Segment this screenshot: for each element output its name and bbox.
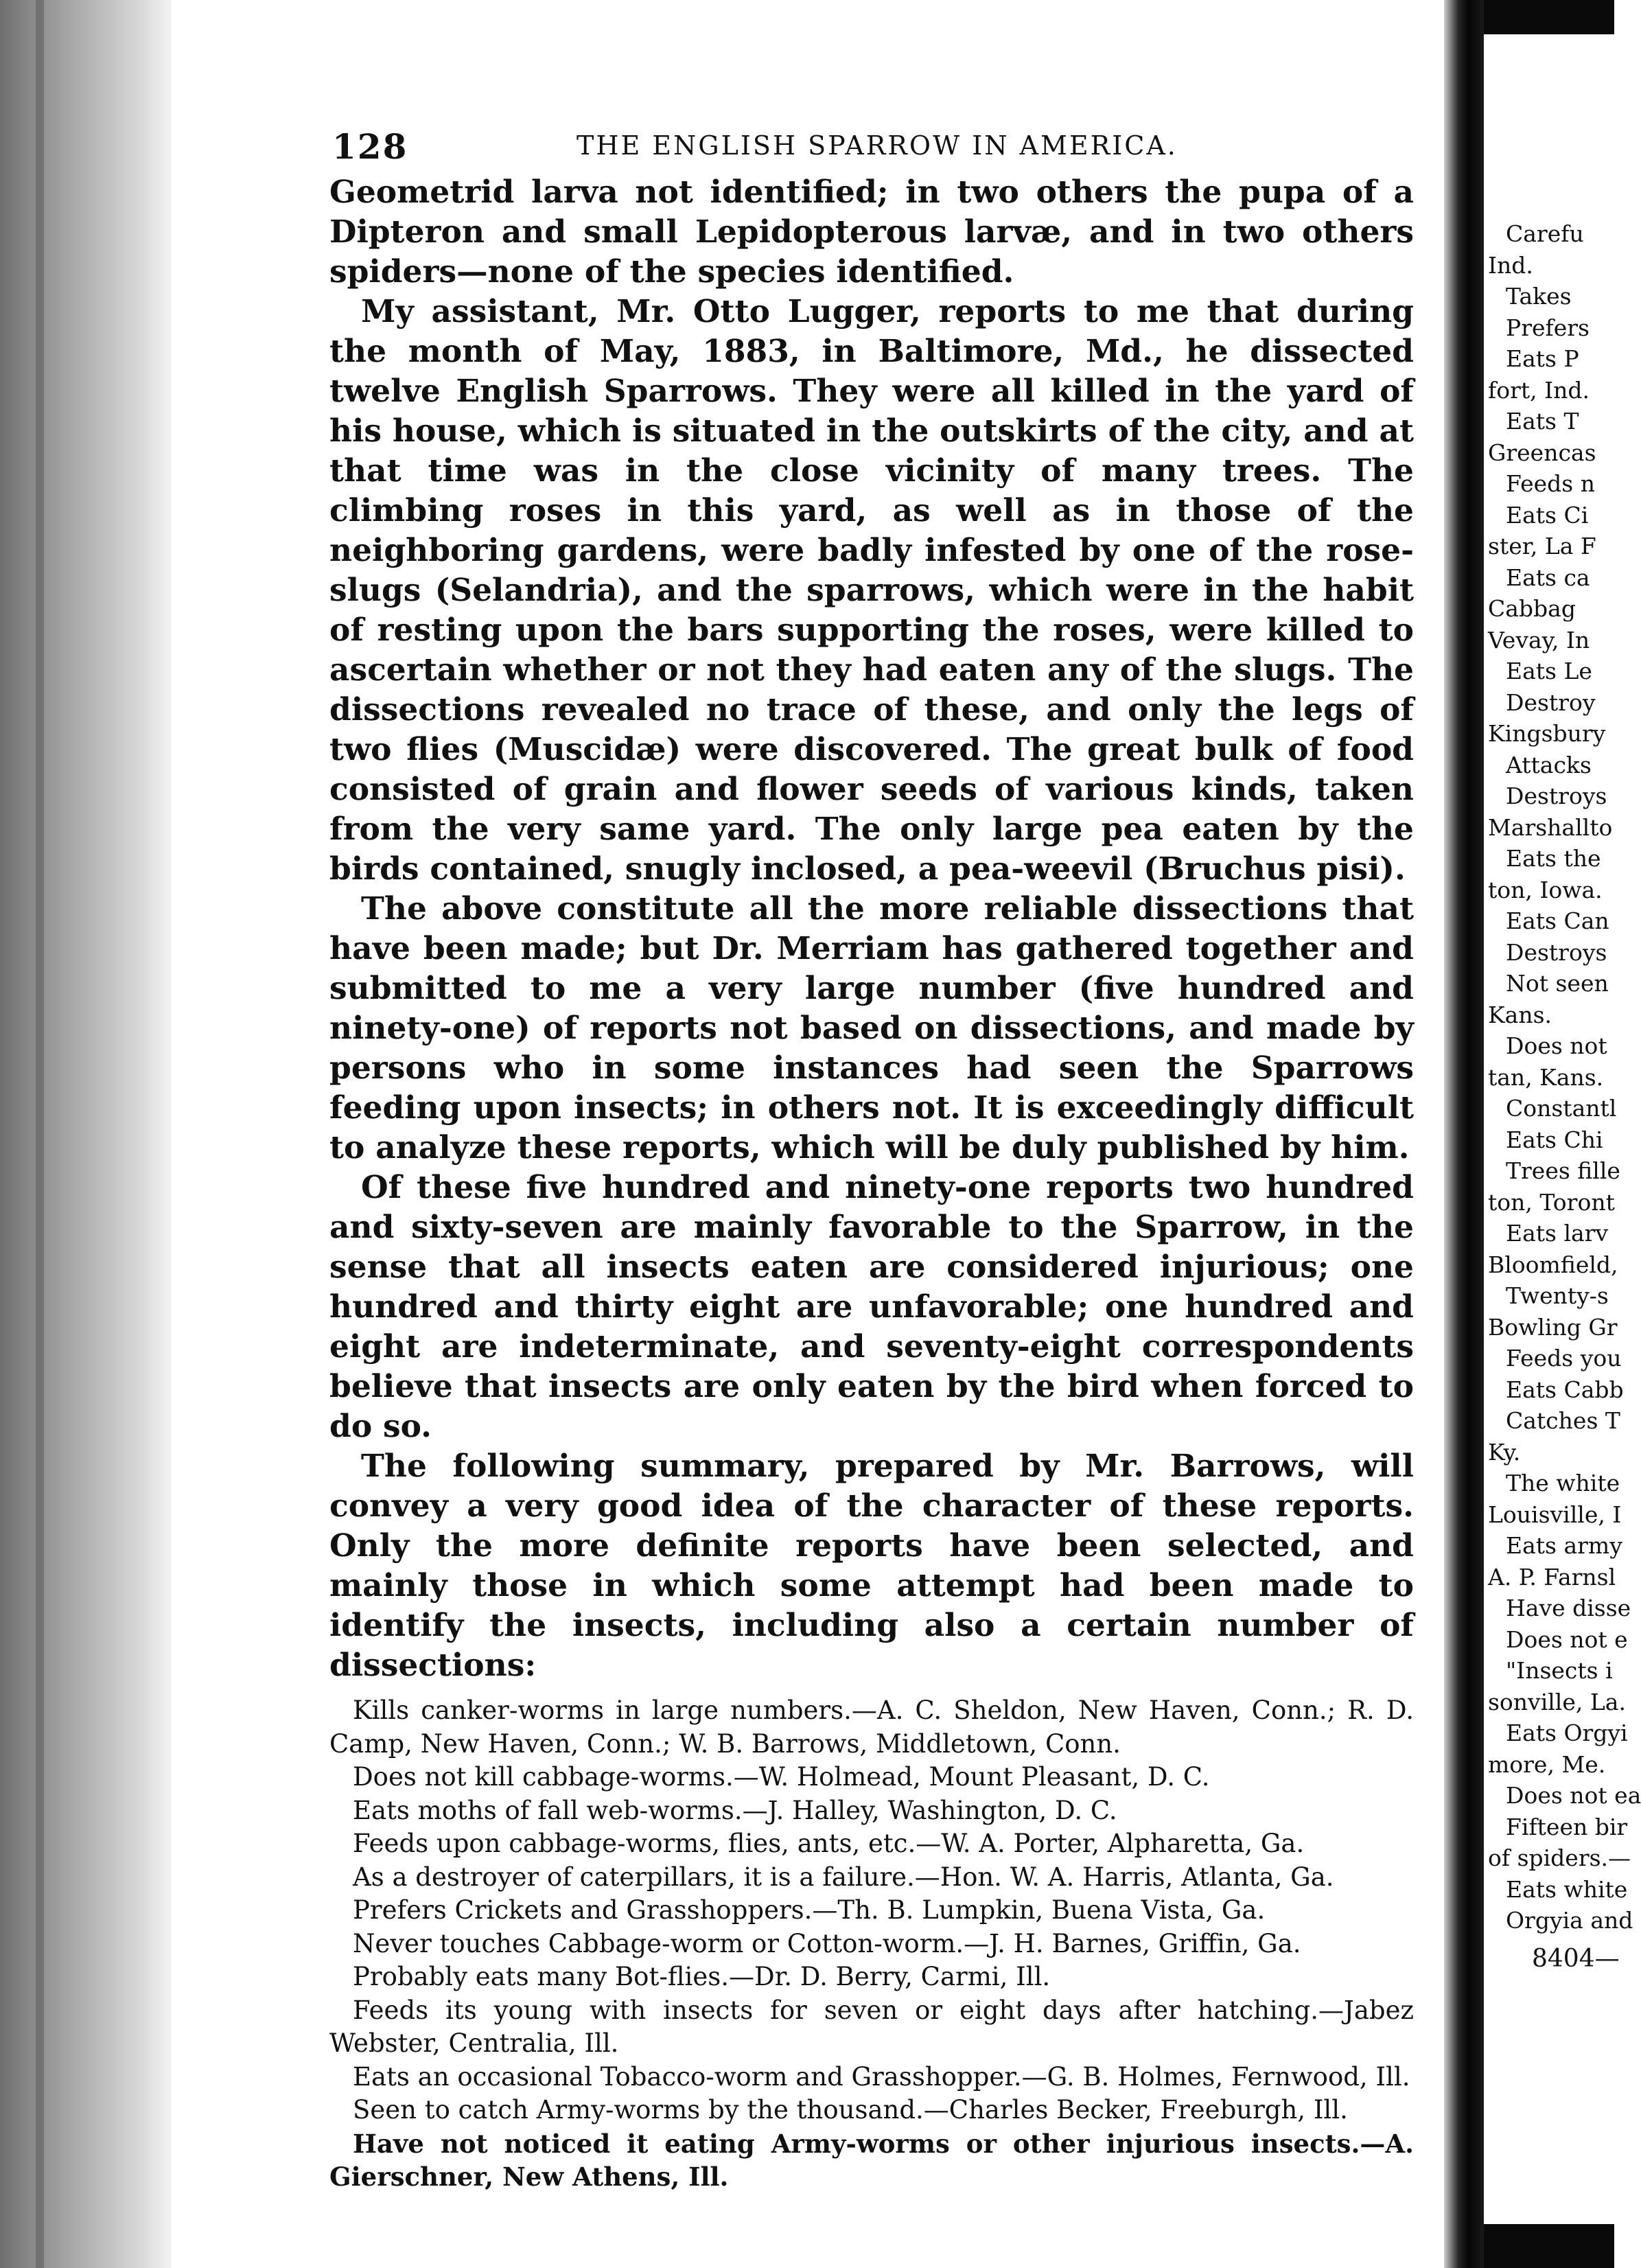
- facing-page-line: more, Me.: [1488, 1750, 1606, 1778]
- facing-page-line: Kans.: [1488, 1001, 1552, 1028]
- facing-page-line: Cabbag: [1488, 595, 1576, 622]
- summary-entry: Eats moths of fall web-worms.—J. Halley, Washington, D. C.: [353, 1795, 1117, 1825]
- summary-entry: Eats an occasional Tobacco-worm and Grasshopper.—G. B. Holmes, Fernwood, Ill.: [353, 2061, 1410, 2092]
- facing-page-line: Eats P: [1506, 345, 1579, 372]
- facing-page-line: Kingsbury: [1488, 720, 1606, 747]
- facing-page-line: ster, La F: [1488, 533, 1596, 559]
- scan-bottom-dark-strip: [1484, 2224, 1614, 2268]
- facing-page-line: Eats Ci: [1506, 501, 1589, 529]
- facing-page-line: Ky.: [1488, 1438, 1521, 1466]
- facing-page-line: Does not: [1506, 1032, 1607, 1059]
- facing-page-line: Greencas: [1488, 439, 1596, 466]
- facing-page-line: Constantl: [1506, 1095, 1617, 1122]
- facing-page-line: Prefers: [1506, 314, 1590, 341]
- facing-page-line: Not seen: [1506, 970, 1609, 997]
- summary-entry: Feeds its young with insects for seven or eight days after hatching.—Jabez Webster, Centralia, Ill.: [329, 1995, 1414, 2058]
- facing-page-line: Eats Le: [1506, 658, 1592, 684]
- facing-page-line: Fifteen bir: [1506, 1813, 1628, 1840]
- facing-page-line: Bowling Gr: [1488, 1313, 1618, 1341]
- facing-page-line: Feeds you: [1506, 1345, 1622, 1372]
- page-number: 128: [332, 126, 408, 167]
- facing-page-line: Twenty-s: [1506, 1282, 1609, 1309]
- scan-top-dark-strip: [1484, 0, 1614, 34]
- facing-page-line: Catches T: [1506, 1407, 1620, 1434]
- scan-left-gutter: [0, 0, 172, 2268]
- summary-entry: Have not noticed it eating Army-worms or other injurious insects.—A. Gierschner, New Athens, Ill.: [329, 2128, 1414, 2192]
- summary-entry: Feeds upon cabbage-worms, flies, ants, etc.—W. A. Porter, Alpharetta, Ga.: [353, 1829, 1305, 1858]
- facing-page-line: Orgyia and: [1506, 1907, 1633, 1934]
- facing-page-line: Feeds n: [1506, 470, 1595, 497]
- facing-page-line: Eats the: [1506, 845, 1601, 872]
- facing-page-line: Eats Chi: [1506, 1126, 1603, 1153]
- facing-page-line: Eats ca: [1506, 564, 1590, 591]
- facing-page-line: Eats Cabb: [1506, 1376, 1624, 1403]
- facing-page-line: Eats white: [1506, 1875, 1628, 1903]
- facing-page-line: Destroy: [1506, 688, 1596, 716]
- paragraph-3: The above constitute all the more reliable dissections that have been made; but Dr. Merriam has gathered together and submitted to me a very large number (five hundred and ninety-one) of reports not based on dissections, and made by persons who in some instances had seen the Sparrows feeding upon insects; in others not. It is exceedingly difficult to analyze these reports, which will be duly published by him.: [329, 890, 1414, 1166]
- facing-page-line: Attacks: [1506, 751, 1592, 778]
- facing-page-line: Louisville, I: [1488, 1501, 1622, 1528]
- facing-page-line: sonville, La.: [1488, 1688, 1626, 1715]
- facing-page-line: of spiders.—: [1488, 1844, 1631, 1871]
- summary-entry: Prefers Crickets and Grasshoppers.—Th. B. Lumpkin, Buena Vista, Ga.: [353, 1895, 1266, 1925]
- summary-entry: Never touches Cabbage-worm or Cotton-worm.—J. H. Barnes, Griffin, Ga.: [353, 1928, 1301, 1958]
- paragraph-2: My assistant, Mr. Otto Lugger, reports to me that during the month of May, 1883, in Baltimore, Md., he dissected twelve English Sparrows. They were all killed in the yard of his house, which is situated in the outskirts of the city, and at that time was in the close vicinity of many trees. The climbing roses in this yard, as well as in those of the neighboring gardens, were badly infested by one of the rose-slugs (Selandria), and the sparrows, which were in the habit of resting upon the bars supporting the roses, were killed to ascertain whether or not they had eaten any of the slugs. The dissections revealed no trace of these, and only the legs of two flies (Muscidæ) were discovered. The great bulk of food consisted of grain and flower seeds of various kinds, taken from the very same yard. The only large pea eaten by the birds contained, snugly inclosed, a pea-weevil (Bruchus pisi).: [329, 292, 1414, 887]
- facing-page-line: Does not e: [1506, 1625, 1628, 1653]
- summary-list: [329, 1694, 1414, 2194]
- summary-entry: Kills canker-worms in large numbers.—A. C. Sheldon, New Haven, Conn.; R. D. Camp, New Haven, Conn.; W. B. Barrows, Middletown, Conn.: [329, 1696, 1414, 1759]
- facing-page-line: Trees fille: [1506, 1157, 1620, 1184]
- facing-page-fragment: [1488, 218, 1641, 1974]
- facing-page-line: ton, Toront: [1488, 1188, 1615, 1216]
- facing-page-number: 8404—: [1532, 1944, 1620, 1973]
- facing-page-line: Destroys: [1506, 938, 1607, 966]
- summary-entry: Probably eats many Bot-flies.—Dr. D. Berry, Carmi, Ill.: [353, 1962, 1051, 1991]
- running-header: [329, 124, 1414, 172]
- facing-page-line: Eats Can: [1506, 907, 1609, 934]
- facing-page-line: Ind.: [1488, 251, 1533, 279]
- paragraph-4: Of these five hundred and ninety-one reports two hundred and sixty-seven are mainly favorable to the Sparrow, in the sense that all insects eaten are considered injurious; one hundred and thirty eight are unfavorable; one hundred and eight are indeterminate, and seventy-eight correspondents believe that insects are only eaten by the bird when forced to do so.: [329, 1168, 1414, 1444]
- book-spine-shadow: [1444, 0, 1484, 2268]
- facing-page-line: The white: [1506, 1470, 1620, 1496]
- paragraph-5: The following summary, prepared by Mr. Barrows, will convey a very good idea of the character of these reports. Only the more definite reports have been selected, and mainly those in which some attempt had been made to identify the insects, including also a certain number of dissections:: [329, 1447, 1414, 1683]
- facing-page-line: Does not ea: [1506, 1782, 1641, 1809]
- facing-page-line: A. P. Farnsl: [1488, 1563, 1616, 1590]
- facing-page-line: Carefu: [1506, 220, 1584, 247]
- paragraph-1: Geometrid larva not identified; in two others the pupa of a Dipteron and small Lepidopterous larvæ, and in two others spiders—none of the species identified.: [329, 173, 1414, 290]
- facing-page-line: Bloomfield,: [1488, 1251, 1618, 1278]
- summary-entry: Does not kill cabbage-worms.—W. Holmead, Mount Pleasant, D. C.: [353, 1762, 1210, 1792]
- facing-page-line: Destroys: [1506, 783, 1607, 809]
- facing-page-line: Eats larv: [1506, 1220, 1609, 1247]
- facing-page-line: Have disse: [1506, 1595, 1631, 1621]
- facing-page-line: Eats army: [1506, 1532, 1622, 1559]
- facing-page-line: Vevay, In: [1488, 626, 1590, 653]
- facing-page-line: fort, Ind.: [1488, 376, 1590, 404]
- facing-page-line: Marshallto: [1488, 813, 1613, 841]
- summary-entry: Seen to catch Army-worms by the thousand.—Charles Becker, Freeburgh, Ill.: [353, 2095, 1348, 2125]
- facing-page-line: ton, Iowa.: [1488, 876, 1603, 903]
- scan-binding-edge: [36, 0, 44, 2268]
- facing-page-line: "Insects i: [1506, 1657, 1613, 1684]
- facing-page-line: Eats Orgyi: [1506, 1720, 1628, 1746]
- facing-page-line: tan, Kans.: [1488, 1063, 1604, 1091]
- summary-entry: As a destroyer of caterpillars, it is a failure.—Hon. W. A. Harris, Atlanta, Ga.: [353, 1862, 1334, 1892]
- facing-page-line: Takes: [1506, 283, 1572, 310]
- facing-page-line: Eats T: [1506, 408, 1579, 435]
- page-body: [329, 124, 1414, 2194]
- running-title: THE ENGLISH SPARROW IN AMERICA.: [577, 130, 1178, 161]
